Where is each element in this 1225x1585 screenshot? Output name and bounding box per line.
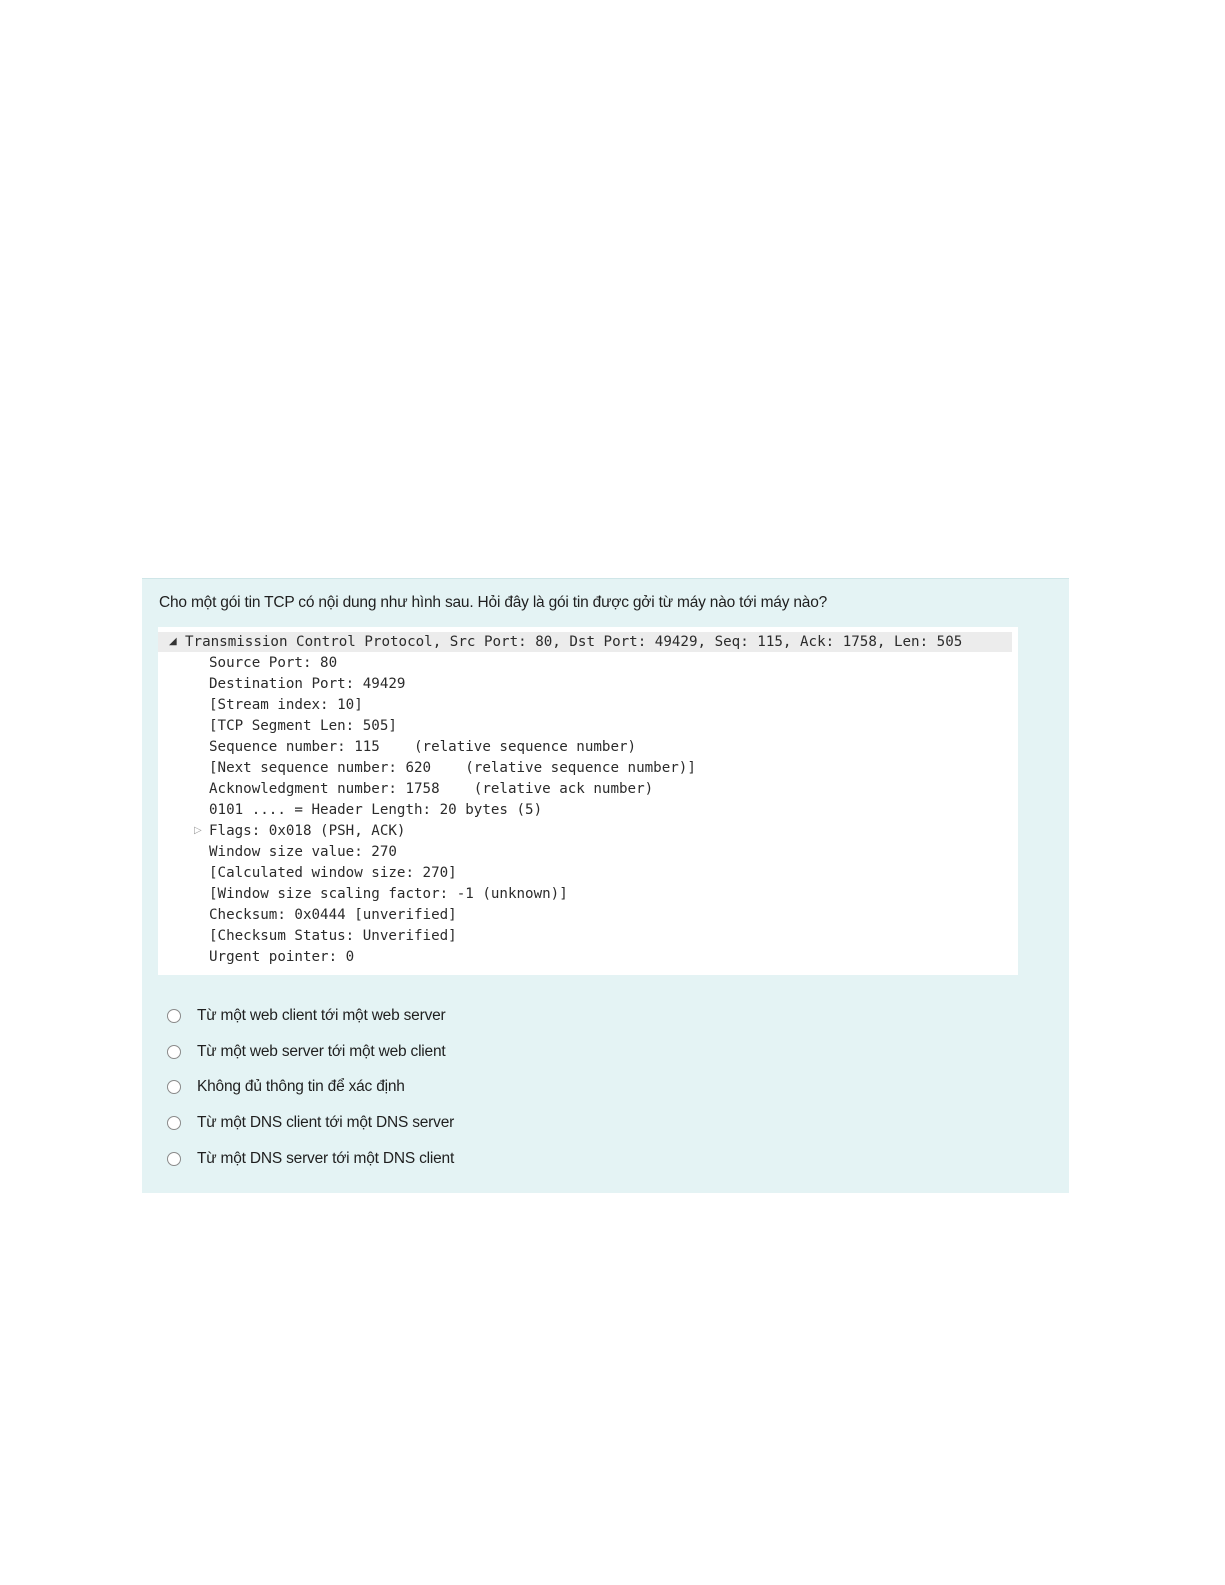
field-window-size-value: Window size value: 270 [209, 844, 397, 860]
triangle-expanded-icon: ◢ [169, 636, 177, 647]
radio-icon[interactable] [167, 1009, 181, 1023]
answer-option-4[interactable] [167, 1112, 454, 1134]
field-urgent-pointer: Urgent pointer: 0 [209, 949, 355, 965]
answer-option-label: Từ một web server tới một web client [197, 1043, 446, 1060]
field-next-sequence-number: [Next sequence number: 620 (relative sequence number)] [209, 760, 696, 776]
answer-option-label: Không đủ thông tin để xác định [197, 1078, 405, 1095]
question-text: Cho một gói tin TCP có nội dung như hình sau. Hỏi đây là gói tin được gởi từ máy nào tới máy nào? [159, 594, 828, 611]
answer-option-5[interactable] [167, 1148, 454, 1170]
answer-option-label: Từ một web client tới một web server [197, 1007, 446, 1024]
packet-details-image [158, 627, 1018, 975]
radio-icon[interactable] [167, 1045, 181, 1059]
field-ack-number: Acknowledgment number: 1758 (relative ack number) [209, 781, 654, 797]
triangle-collapsed-icon: ▷ [194, 825, 202, 836]
field-destination-port: Destination Port: 49429 [209, 676, 406, 692]
field-calculated-window-size: [Calculated window size: 270] [209, 865, 457, 881]
answer-option-label: Từ một DNS server tới một DNS client [197, 1150, 455, 1167]
answer-option-2[interactable] [167, 1041, 446, 1063]
tcp-header-line: Transmission Control Protocol, Src Port: 80, Dst Port: 49429, Seq: 115, Ack: 1758, Len: 505 [185, 634, 963, 650]
answer-option-3[interactable] [167, 1076, 405, 1098]
answer-option-1[interactable] [167, 1005, 446, 1027]
field-header-length: 0101 .... = Header Length: 20 bytes (5) [209, 802, 543, 818]
field-segment-len: [TCP Segment Len: 505] [209, 718, 397, 734]
field-sequence-number: Sequence number: 115 (relative sequence number) [209, 739, 637, 755]
quiz-card [142, 578, 1069, 1193]
radio-icon[interactable] [167, 1152, 181, 1166]
field-window-scaling-factor: [Window size scaling factor: -1 (unknown)] [209, 886, 568, 902]
answer-option-label: Từ một DNS client tới một DNS server [197, 1114, 455, 1131]
radio-icon[interactable] [167, 1080, 181, 1094]
radio-icon[interactable] [167, 1116, 181, 1130]
field-flags: Flags: 0x018 (PSH, ACK) [209, 823, 406, 839]
field-stream-index: [Stream index: 10] [209, 697, 363, 713]
field-source-port: Source Port: 80 [209, 655, 338, 671]
field-checksum: Checksum: 0x0444 [unverified] [209, 907, 457, 923]
field-checksum-status: [Checksum Status: Unverified] [209, 928, 457, 944]
